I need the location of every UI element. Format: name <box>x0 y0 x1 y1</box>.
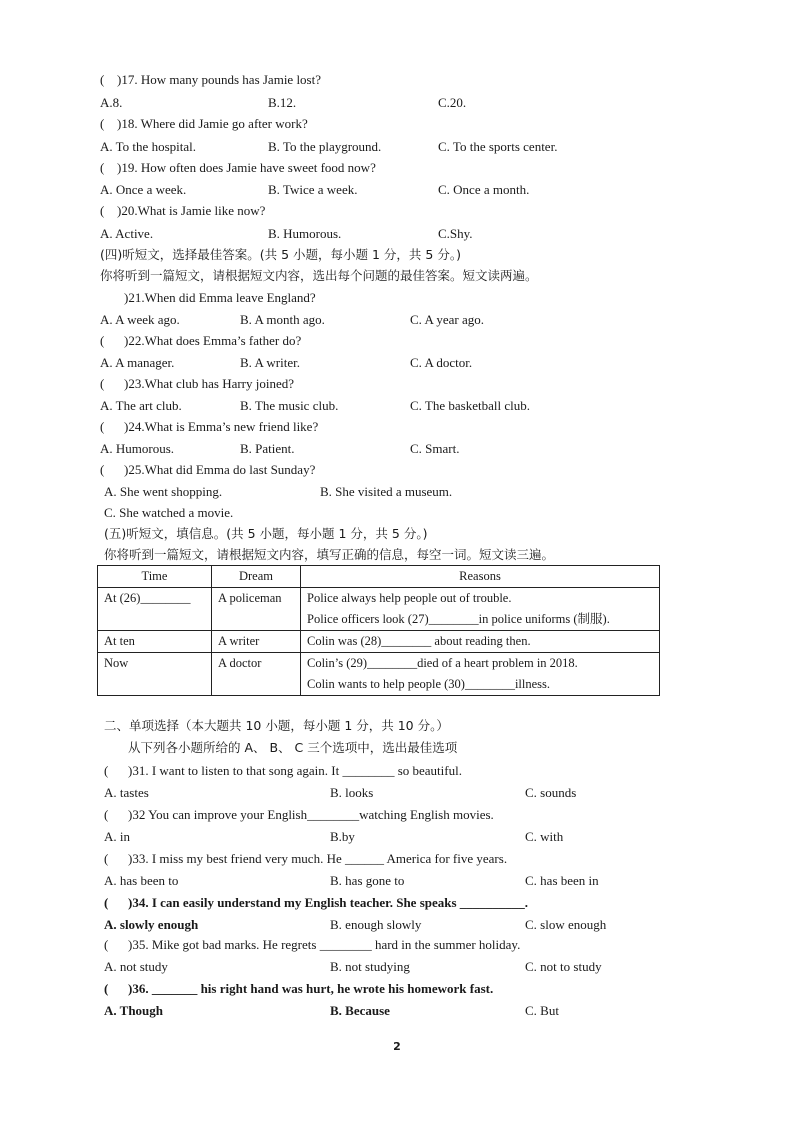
section-heading-text: 二、单项选择（本大题共 10 小题，每小题 1 分，共 10 分。） <box>104 718 449 733</box>
question-stem: )19. How often does Jamie have sweet food now? <box>117 160 376 175</box>
options-19 <box>0 180 794 200</box>
table-cell-time: At ten <box>98 631 212 653</box>
answer-bracket: ( <box>100 333 105 348</box>
question-stem: )18. Where did Jamie go after work? <box>117 116 308 131</box>
instruction-text: 你将听到一篇短文，请根据短文内容，选出每个问题的最佳答案。短文读两遍。 <box>100 268 538 283</box>
option-c: C. The basketball club. <box>410 398 530 413</box>
option-c: C. She watched a movie. <box>104 505 234 520</box>
question-35 <box>0 935 794 955</box>
option-a: A. A manager. <box>100 355 175 370</box>
question-stem: )17. How many pounds has Jamie lost? <box>117 72 322 87</box>
option-a: A. The art club. <box>100 398 182 413</box>
option-b: B. not studying <box>330 959 410 974</box>
question-stem: )31. I want to listen to that song again. It ________ so beautiful. <box>128 763 462 778</box>
option-b: B. Because <box>330 1003 390 1018</box>
answer-bracket: ( <box>104 981 109 996</box>
options-35 <box>0 957 794 977</box>
options-36 <box>0 1001 794 1021</box>
option-a: A. slowly enough <box>104 917 199 932</box>
option-b: B. Humorous. <box>268 226 342 241</box>
question-stem: )22.What does Emma’s father do? <box>124 333 302 348</box>
option-c: C.20. <box>438 95 467 110</box>
option-b: B. To the playground. <box>268 139 382 154</box>
question-33 <box>0 849 794 869</box>
options-31 <box>0 783 794 803</box>
answer-bracket: ( <box>104 937 109 952</box>
question-stem: )32 You can improve your English________watching English movies. <box>128 807 494 822</box>
option-b: B.12. <box>268 95 297 110</box>
page-number: 2 <box>393 1040 401 1053</box>
option-a: A.8. <box>100 95 123 110</box>
option-b: B. A writer. <box>240 355 300 370</box>
question-22 <box>0 331 794 351</box>
option-a: A. A week ago. <box>100 312 180 327</box>
question-stem: )33. I miss my best friend very much. He ______ America for five years. <box>128 851 508 866</box>
option-a: A. tastes <box>104 785 149 800</box>
question-25 <box>0 460 794 480</box>
option-b: B. looks <box>330 785 374 800</box>
part-2-heading <box>0 716 794 736</box>
options-17 <box>0 93 794 113</box>
answer-bracket: ( <box>100 462 105 477</box>
question-19 <box>0 158 794 178</box>
question-24 <box>0 417 794 437</box>
option-c: C.Shy. <box>438 226 473 241</box>
table-row <box>98 631 660 653</box>
instruction-text: 从下列各小题所给的 A、 B、 C 三个选项中，选出最佳选项 <box>128 740 458 755</box>
instruction-text: 你将听到一篇短文，请根据短文内容，填写正确的信息，每空一词。短文读三遍。 <box>104 547 555 562</box>
option-b: B. She visited a museum. <box>320 484 453 499</box>
table-header-row <box>98 566 660 588</box>
options-34 <box>0 915 794 935</box>
question-32 <box>0 805 794 825</box>
answer-bracket: ( <box>100 72 105 87</box>
section-4-heading <box>0 245 794 265</box>
option-c: C. Smart. <box>410 441 460 456</box>
answer-bracket: ( <box>104 807 109 822</box>
table-header-time: Time <box>98 566 212 588</box>
option-a: A. Though <box>104 1003 164 1018</box>
section-5-instruction <box>0 545 794 565</box>
option-c: C. To the sports center. <box>438 139 558 154</box>
options-25-c <box>0 503 794 523</box>
answer-bracket: ( <box>104 851 109 866</box>
options-23 <box>0 396 794 416</box>
question-21 <box>0 288 794 308</box>
options-21 <box>0 310 794 330</box>
section-5-heading <box>0 524 794 544</box>
options-33 <box>0 871 794 891</box>
question-stem: )25.What did Emma do last Sunday? <box>124 462 316 477</box>
question-stem: )36. _______ his right hand was hurt, he wrote his homework fast. <box>128 981 494 996</box>
option-c: C. Once a month. <box>438 182 530 197</box>
table-header-dream: Dream <box>212 566 301 588</box>
question-stem: )21.When did Emma leave England? <box>124 290 316 305</box>
table-cell-dream: A doctor <box>212 653 301 696</box>
option-a: A. Once a week. <box>100 182 187 197</box>
answer-bracket: ( <box>100 376 105 391</box>
reason-line: Colin wants to help people (30)________illness. <box>307 677 551 691</box>
option-a: A. She went shopping. <box>104 484 223 499</box>
table-cell-reasons <box>301 653 660 696</box>
options-25 <box>0 482 794 502</box>
options-22 <box>0 353 794 373</box>
answer-bracket: ( <box>100 419 105 434</box>
answer-bracket: ( <box>104 763 109 778</box>
option-c: C. slow enough <box>525 917 607 932</box>
section-heading-text: (五)听短文，填信息。(共 5 小题，每小题 1 分，共 5 分。) <box>104 526 428 541</box>
question-31 <box>0 761 794 781</box>
table-cell-reasons <box>301 588 660 631</box>
reason-line: Police officers look (27)________in police uniforms (制服). <box>307 612 610 626</box>
table-cell-reasons <box>301 631 660 653</box>
options-24 <box>0 439 794 459</box>
option-a: A. Humorous. <box>100 441 175 456</box>
answer-bracket: ( <box>100 116 105 131</box>
option-b: B. The music club. <box>240 398 339 413</box>
question-stem: )35. Mike got bad marks. He regrets ________ hard in the summer holiday. <box>128 937 521 952</box>
question-36 <box>0 979 794 999</box>
options-18 <box>0 137 794 157</box>
table-cell-dream: A policeman <box>212 588 301 631</box>
option-b: B. Patient. <box>240 441 295 456</box>
table-cell-time: At (26)________ <box>98 588 212 631</box>
option-c: C. But <box>525 1003 559 1018</box>
reason-line: Colin was (28)________ about reading then. <box>307 634 531 648</box>
question-23 <box>0 374 794 394</box>
option-a: A. has been to <box>104 873 179 888</box>
option-c: C. with <box>525 829 564 844</box>
option-a: A. in <box>104 829 130 844</box>
option-a: A. Active. <box>100 226 154 241</box>
reason-line: Colin’s (29)________died of a heart problem in 2018. <box>307 656 578 670</box>
table-cell-dream: A writer <box>212 631 301 653</box>
answer-bracket: ( <box>104 895 109 910</box>
option-b: B. Twice a week. <box>268 182 358 197</box>
options-20 <box>0 224 794 244</box>
option-a: A. not study <box>104 959 168 974</box>
question-stem: )34. I can easily understand my English teacher. She speaks __________. <box>128 895 529 910</box>
option-c: C. sounds <box>525 785 577 800</box>
option-b: B. enough slowly <box>330 917 422 932</box>
answer-bracket: ( <box>100 160 105 175</box>
section-heading-text: (四)听短文，选择最佳答案。(共 5 小题，每小题 1 分，共 5 分。) <box>100 247 461 262</box>
table-row <box>98 588 660 631</box>
answer-bracket: ( <box>100 203 105 218</box>
option-c: C. A doctor. <box>410 355 473 370</box>
question-17 <box>0 70 794 90</box>
part-2-instruction <box>0 738 794 758</box>
option-b: B. A month ago. <box>240 312 325 327</box>
table-header-reasons: Reasons <box>301 566 660 588</box>
section-4-instruction <box>0 266 794 286</box>
table-cell-time: Now <box>98 653 212 696</box>
option-c: C. has been in <box>525 873 599 888</box>
options-32 <box>0 827 794 847</box>
question-34 <box>0 893 794 913</box>
option-a: A. To the hospital. <box>100 139 196 154</box>
option-b: B. has gone to <box>330 873 405 888</box>
question-stem: )24.What is Emma’s new friend like? <box>124 419 319 434</box>
option-c: C. A year ago. <box>410 312 485 327</box>
question-stem: )23.What club has Harry joined? <box>124 376 295 391</box>
table-row <box>98 653 660 696</box>
option-c: C. not to study <box>525 959 602 974</box>
info-table <box>97 565 660 696</box>
question-stem: )20.What is Jamie like now? <box>117 203 266 218</box>
option-b: B.by <box>330 829 355 844</box>
question-18 <box>0 114 794 134</box>
question-20 <box>0 201 794 221</box>
reason-line: Police always help people out of trouble. <box>307 591 512 605</box>
